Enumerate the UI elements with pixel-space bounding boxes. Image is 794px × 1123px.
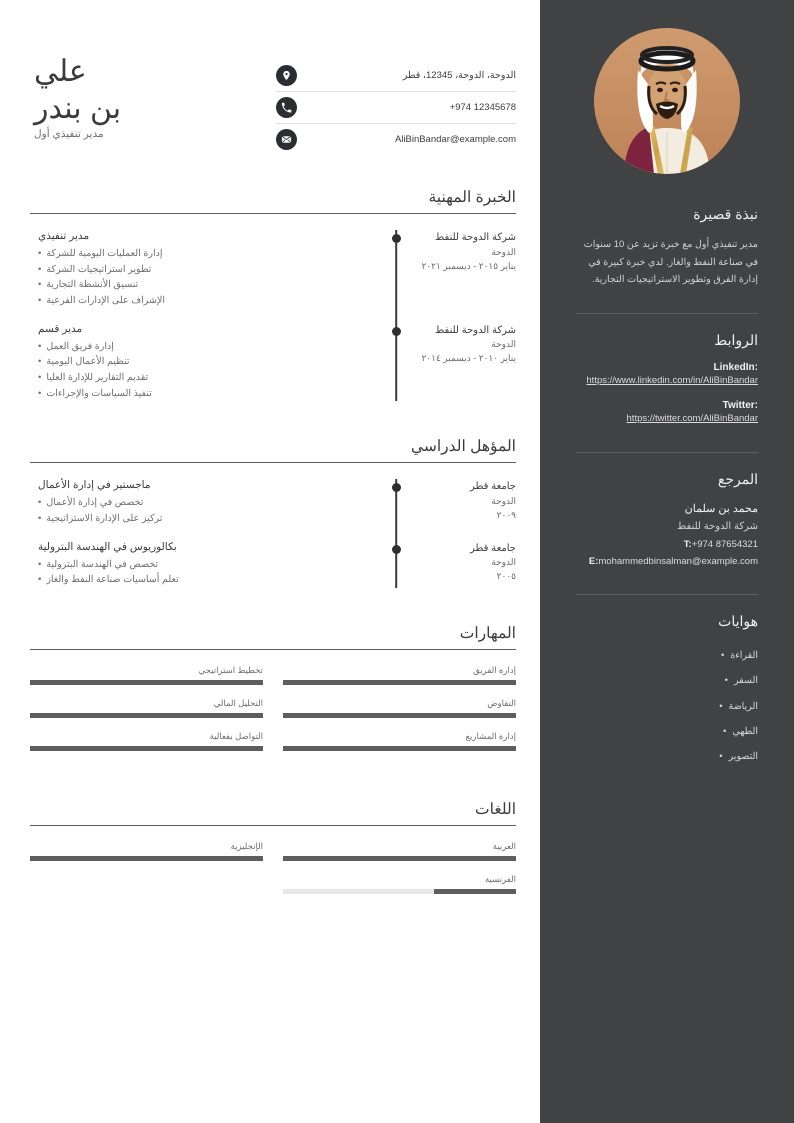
skill-bar-fill bbox=[30, 713, 263, 718]
language-bar-fill bbox=[434, 889, 516, 894]
section-title-languages: اللغات bbox=[475, 801, 516, 819]
reference-phone-value: ‎+974 87654321 bbox=[691, 538, 758, 550]
contact-row-email bbox=[276, 124, 516, 155]
sidebar-title-links: الروابط bbox=[714, 331, 758, 348]
skill-item bbox=[283, 661, 516, 694]
skill-label: إدارة الفريق bbox=[473, 665, 516, 676]
bullet: تخصص في إدارة الأعمال • bbox=[38, 495, 386, 511]
sidebar bbox=[540, 0, 794, 1123]
avatar-wrap bbox=[576, 28, 758, 174]
experience-body bbox=[30, 323, 386, 402]
sidebar-divider bbox=[576, 594, 758, 595]
reference-org: شركة الدوحة للنفط bbox=[677, 520, 758, 532]
envelope-icon bbox=[276, 129, 297, 150]
sidebar-title-hobbies: هوايات bbox=[718, 613, 758, 629]
education-bullets bbox=[38, 495, 386, 526]
name-block bbox=[30, 46, 121, 140]
language-bar-track bbox=[283, 856, 516, 861]
language-label: الفرنسية bbox=[484, 874, 516, 885]
skill-item bbox=[283, 727, 516, 760]
contact-row-address bbox=[276, 60, 516, 92]
language-item bbox=[283, 837, 516, 870]
language-item bbox=[283, 870, 516, 903]
timeline-dot bbox=[392, 483, 401, 492]
skill-bar-fill bbox=[283, 746, 516, 751]
section-title-experience: الخبرة المهنية bbox=[428, 189, 516, 206]
skill-bar-track bbox=[283, 680, 516, 685]
education-org: جامعة قطر bbox=[469, 542, 516, 554]
skill-bar-fill bbox=[283, 713, 516, 718]
experience-city: الدوحة bbox=[491, 246, 516, 257]
education-item bbox=[30, 541, 516, 602]
skill-label: إدارة المشاريع bbox=[465, 731, 516, 742]
section-languages bbox=[30, 800, 516, 903]
sidebar-section-hobbies bbox=[576, 613, 758, 775]
link-url-linkedin[interactable]: https://www.linkedin.com/in/AliBinBandar bbox=[586, 374, 758, 386]
contact-row-phone bbox=[276, 92, 516, 124]
bullet: تعلم أساسيات صناعة النفط والغاز • bbox=[38, 572, 386, 588]
bullet: تطوير استراتيجيات الشركة • bbox=[38, 262, 386, 278]
hobby-item: القراءة • bbox=[576, 643, 758, 668]
experience-timeline bbox=[30, 214, 516, 415]
skill-item bbox=[283, 694, 516, 727]
sidebar-section-reference bbox=[576, 471, 758, 576]
education-meta bbox=[406, 541, 516, 588]
skill-bar-fill bbox=[283, 680, 516, 685]
education-bullets bbox=[38, 557, 386, 588]
skill-label: التواصل بفعالية bbox=[209, 731, 263, 742]
education-city: الدوحة bbox=[491, 495, 516, 506]
education-degree: بكالوريوس في الهندسة البترولية bbox=[38, 540, 177, 553]
education-degree: ماجستير في إدارة الأعمال bbox=[38, 479, 151, 492]
skill-item bbox=[30, 694, 263, 727]
skill-bar-track bbox=[30, 746, 263, 751]
education-org: جامعة قطر bbox=[469, 481, 516, 493]
link-url-twitter[interactable]: https://twitter.com/AliBinBandar bbox=[626, 412, 758, 424]
experience-meta bbox=[406, 323, 516, 402]
reference-name: محمد بن سلمان bbox=[684, 503, 758, 516]
skill-bar-fill bbox=[30, 680, 263, 685]
bullet: إدارة العمليات اليومية للشركة • bbox=[38, 246, 386, 262]
experience-org: شركة الدوحة للنفط bbox=[435, 324, 516, 336]
skill-bar-track bbox=[283, 713, 516, 718]
education-date: ٢٠٠٥ bbox=[496, 571, 516, 582]
timeline-dot bbox=[392, 545, 401, 554]
sidebar-title-reference: المرجع bbox=[717, 471, 758, 488]
language-label: الإنجليزية bbox=[230, 841, 263, 852]
timeline-line bbox=[395, 230, 397, 323]
language-item-empty bbox=[30, 870, 263, 903]
education-meta bbox=[406, 479, 516, 526]
language-item bbox=[30, 837, 263, 870]
bullet: إدارة فريق العمل • bbox=[38, 339, 386, 355]
name-line-1: علي bbox=[34, 55, 87, 88]
contact-block bbox=[276, 60, 516, 155]
resume-header bbox=[30, 46, 516, 166]
skill-bar-track bbox=[30, 680, 263, 685]
reference-email-label: E: bbox=[588, 556, 599, 568]
link-label-linkedin: LinkedIn: bbox=[713, 361, 758, 373]
timeline-axis bbox=[386, 323, 406, 402]
bullet: تنسيق الأنشطة التجارية • bbox=[38, 277, 386, 293]
bullet: تركيز على الإدارة الاستراتيجية • bbox=[38, 511, 386, 527]
phone-text: ‎+974 12345678 bbox=[449, 102, 516, 113]
language-bar-fill bbox=[283, 856, 516, 861]
skills-grid bbox=[30, 650, 516, 760]
experience-date: يناير ٢٠١٠ - ديسمبر ٢٠١٤ bbox=[421, 353, 516, 364]
section-education bbox=[30, 437, 516, 602]
languages-grid bbox=[30, 826, 516, 903]
name-line-2: بن بندر bbox=[34, 91, 122, 125]
bullet: تنفيذ السياسات والإجراءات • bbox=[38, 386, 386, 402]
experience-meta bbox=[406, 230, 516, 309]
experience-city: الدوحة bbox=[491, 339, 516, 350]
phone-icon bbox=[276, 97, 297, 118]
skill-label: التحليل المالي bbox=[213, 698, 263, 709]
experience-body bbox=[30, 230, 386, 309]
reference-phone bbox=[576, 537, 758, 553]
summary-text: مدير تنفيذي أول مع خبرة تزيد عن 10 سنوات في صناعة النفط والغاز. لدي خبرة كبيرة في إدارة الفرق وتطوير الاستراتيجيات التجارية. bbox=[583, 239, 758, 286]
hobby-item: السفر • bbox=[576, 668, 758, 693]
hobby-item: الطهي • bbox=[576, 719, 758, 744]
experience-bullets bbox=[38, 246, 386, 309]
experience-item bbox=[30, 230, 516, 323]
hobby-item: الرياضة • bbox=[576, 694, 758, 719]
avatar bbox=[594, 28, 740, 174]
sidebar-title-summary: نبذة قصيرة bbox=[693, 206, 758, 222]
section-title-education: المؤهل الدراسي bbox=[410, 438, 516, 456]
address-text: الدوحة، الدوحة، 12345، قطر bbox=[402, 70, 516, 81]
skill-bar-track bbox=[30, 713, 263, 718]
timeline-axis bbox=[386, 541, 406, 588]
reference-email-value: mohammedbinsalman@example.com bbox=[598, 556, 758, 568]
timeline-dot bbox=[392, 234, 401, 243]
skill-label: التفاوض bbox=[487, 698, 516, 709]
experience-date: يناير ٢٠١٥ - ديسمبر ٢٠٢١ bbox=[421, 260, 516, 271]
skill-label: تخطيط استراتيجي bbox=[198, 665, 263, 676]
email-text: AliBinBandar@example.com bbox=[394, 134, 516, 145]
section-title-skills: المهارات bbox=[459, 625, 516, 643]
sidebar-divider bbox=[576, 313, 758, 314]
section-skills bbox=[30, 624, 516, 760]
hobby-item: التصوير • bbox=[576, 744, 758, 769]
section-experience bbox=[30, 188, 516, 415]
timeline-dot bbox=[392, 327, 401, 336]
location-pin-icon bbox=[276, 65, 297, 86]
timeline-axis bbox=[386, 479, 406, 526]
education-item bbox=[30, 479, 516, 540]
reference-email bbox=[576, 554, 758, 570]
education-date: ٢٠٠٩ bbox=[496, 509, 516, 520]
avatar-portrait-icon bbox=[594, 28, 740, 174]
bullet: تنظيم الأعمال اليومية • bbox=[38, 354, 386, 370]
experience-bullets bbox=[38, 339, 386, 402]
language-label: العربية bbox=[492, 841, 516, 852]
timeline-axis bbox=[386, 230, 406, 309]
reference-phone-label: T: bbox=[683, 538, 692, 550]
sidebar-section-summary bbox=[576, 206, 758, 295]
job-title: مدير تنفيذي أول bbox=[34, 128, 104, 141]
bullet: تقديم التقارير للإدارة العليا • bbox=[38, 370, 386, 386]
language-bar-track bbox=[283, 889, 516, 894]
education-body bbox=[30, 541, 386, 588]
language-bar-fill bbox=[30, 856, 263, 861]
skill-item bbox=[30, 727, 263, 760]
sidebar-section-links bbox=[576, 332, 758, 434]
hobbies-list bbox=[576, 643, 758, 769]
education-city: الدوحة bbox=[491, 557, 516, 568]
link-label-twitter: Twitter: bbox=[722, 399, 758, 411]
language-bar-track bbox=[30, 856, 263, 861]
skill-item bbox=[30, 661, 263, 694]
skill-bar-track bbox=[283, 746, 516, 751]
education-body bbox=[30, 479, 386, 526]
experience-role: مدير قسم bbox=[38, 322, 83, 335]
bullet: الإشراف على الإدارات الفرعية • bbox=[38, 293, 386, 309]
experience-item bbox=[30, 323, 516, 416]
experience-role: مدير تنفيذي bbox=[38, 230, 90, 242]
education-timeline bbox=[30, 463, 516, 602]
sidebar-divider bbox=[576, 452, 758, 453]
experience-org: شركة الدوحة للنفط bbox=[435, 232, 516, 243]
skill-bar-fill bbox=[30, 746, 263, 751]
bullet: تخصص في الهندسة البترولية • bbox=[38, 557, 386, 573]
